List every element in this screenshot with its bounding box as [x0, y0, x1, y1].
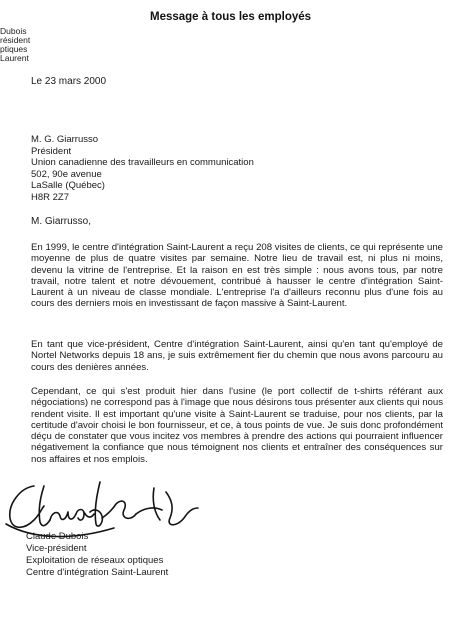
clipped-letterhead-line: Laurent: [0, 53, 29, 63]
signer-title: Vice-président: [26, 543, 87, 554]
sign-off-block: [26, 531, 168, 579]
signer-site: Centre d'intégration Saint-Laurent: [26, 567, 169, 578]
salutation: M. Giarrusso,: [31, 216, 92, 227]
clipped-letterhead-line: ptiques: [0, 44, 28, 54]
recipient-organization: Union canadienne des travailleurs en communication: [31, 157, 254, 168]
recipient-street: 502, 90e avenue: [31, 168, 102, 180]
clipped-letterhead-line: Dubois: [0, 26, 27, 36]
page-title: Message à tous les employés: [150, 11, 312, 23]
letter-date: Le 23 mars 2000: [31, 76, 107, 87]
signer-name: Claude Dubois: [26, 531, 89, 542]
recipient-name: M. G. Giarrusso: [31, 134, 99, 145]
signer-division: Exploitation de réseaux optiques: [26, 555, 164, 566]
body-paragraph: Cependant, ce qui s'est produit hier dans l'usine (le port collectif de t-shirts référant aux négociations) ne correspond pas à l'image que nous désirons tous présenter aux clients qui nous rendent visite. Il est important qu'une visite à Saint-Laurent se traduise, pour nos clients, par la certitude d'avoir choisi le bon fournisseur, et ce, à tous points de vue. Je suis donc profondément déçu de constater que vous incitez vos membres à prendre des actions qui pourraient influencer négativement la confiance que nous témoignent nos clients et entraîner des conséquences sur nos affaires et nos emplois.: [31, 386, 443, 465]
body-paragraph: En 1999, le centre d'intégration Saint-Laurent a reçu 208 visites de clients, ce qui représente une moyenne de plus de quatre visites par semaine. Notre lieu de travail est, ni plus ni moins, devenu la vitrine de l'entreprise. Et la raison en est très simple : nous avons tous, par notre travail, notre talent et notre dévouement, contribué à hausser le centre d'intégration Saint-Laurent à un niveau de classe mondiale. L'entreprise l'a d'ailleurs reconnu plus d'une fois au cours des derniers mois en investissant de façon massive à Saint-Laurent.: [31, 242, 443, 310]
recipient-city: LaSalle (Québec): [31, 180, 105, 191]
clipped-letterhead: [0, 27, 30, 63]
recipient-title: Président: [31, 145, 72, 157]
clipped-letterhead-line: résident: [0, 35, 31, 45]
body-paragraph: En tant que vice-président, Centre d'intégration Saint-Laurent, ainsi qu'en tant qu'employé de Nortel Networks depuis 18 ans, je suis extrêmement fier du chemin que nous avons parcouru au cours des denières années.: [31, 339, 443, 373]
recipient-postal-code: H8R 2Z7: [31, 191, 70, 203]
recipient-address-block: [31, 134, 254, 203]
